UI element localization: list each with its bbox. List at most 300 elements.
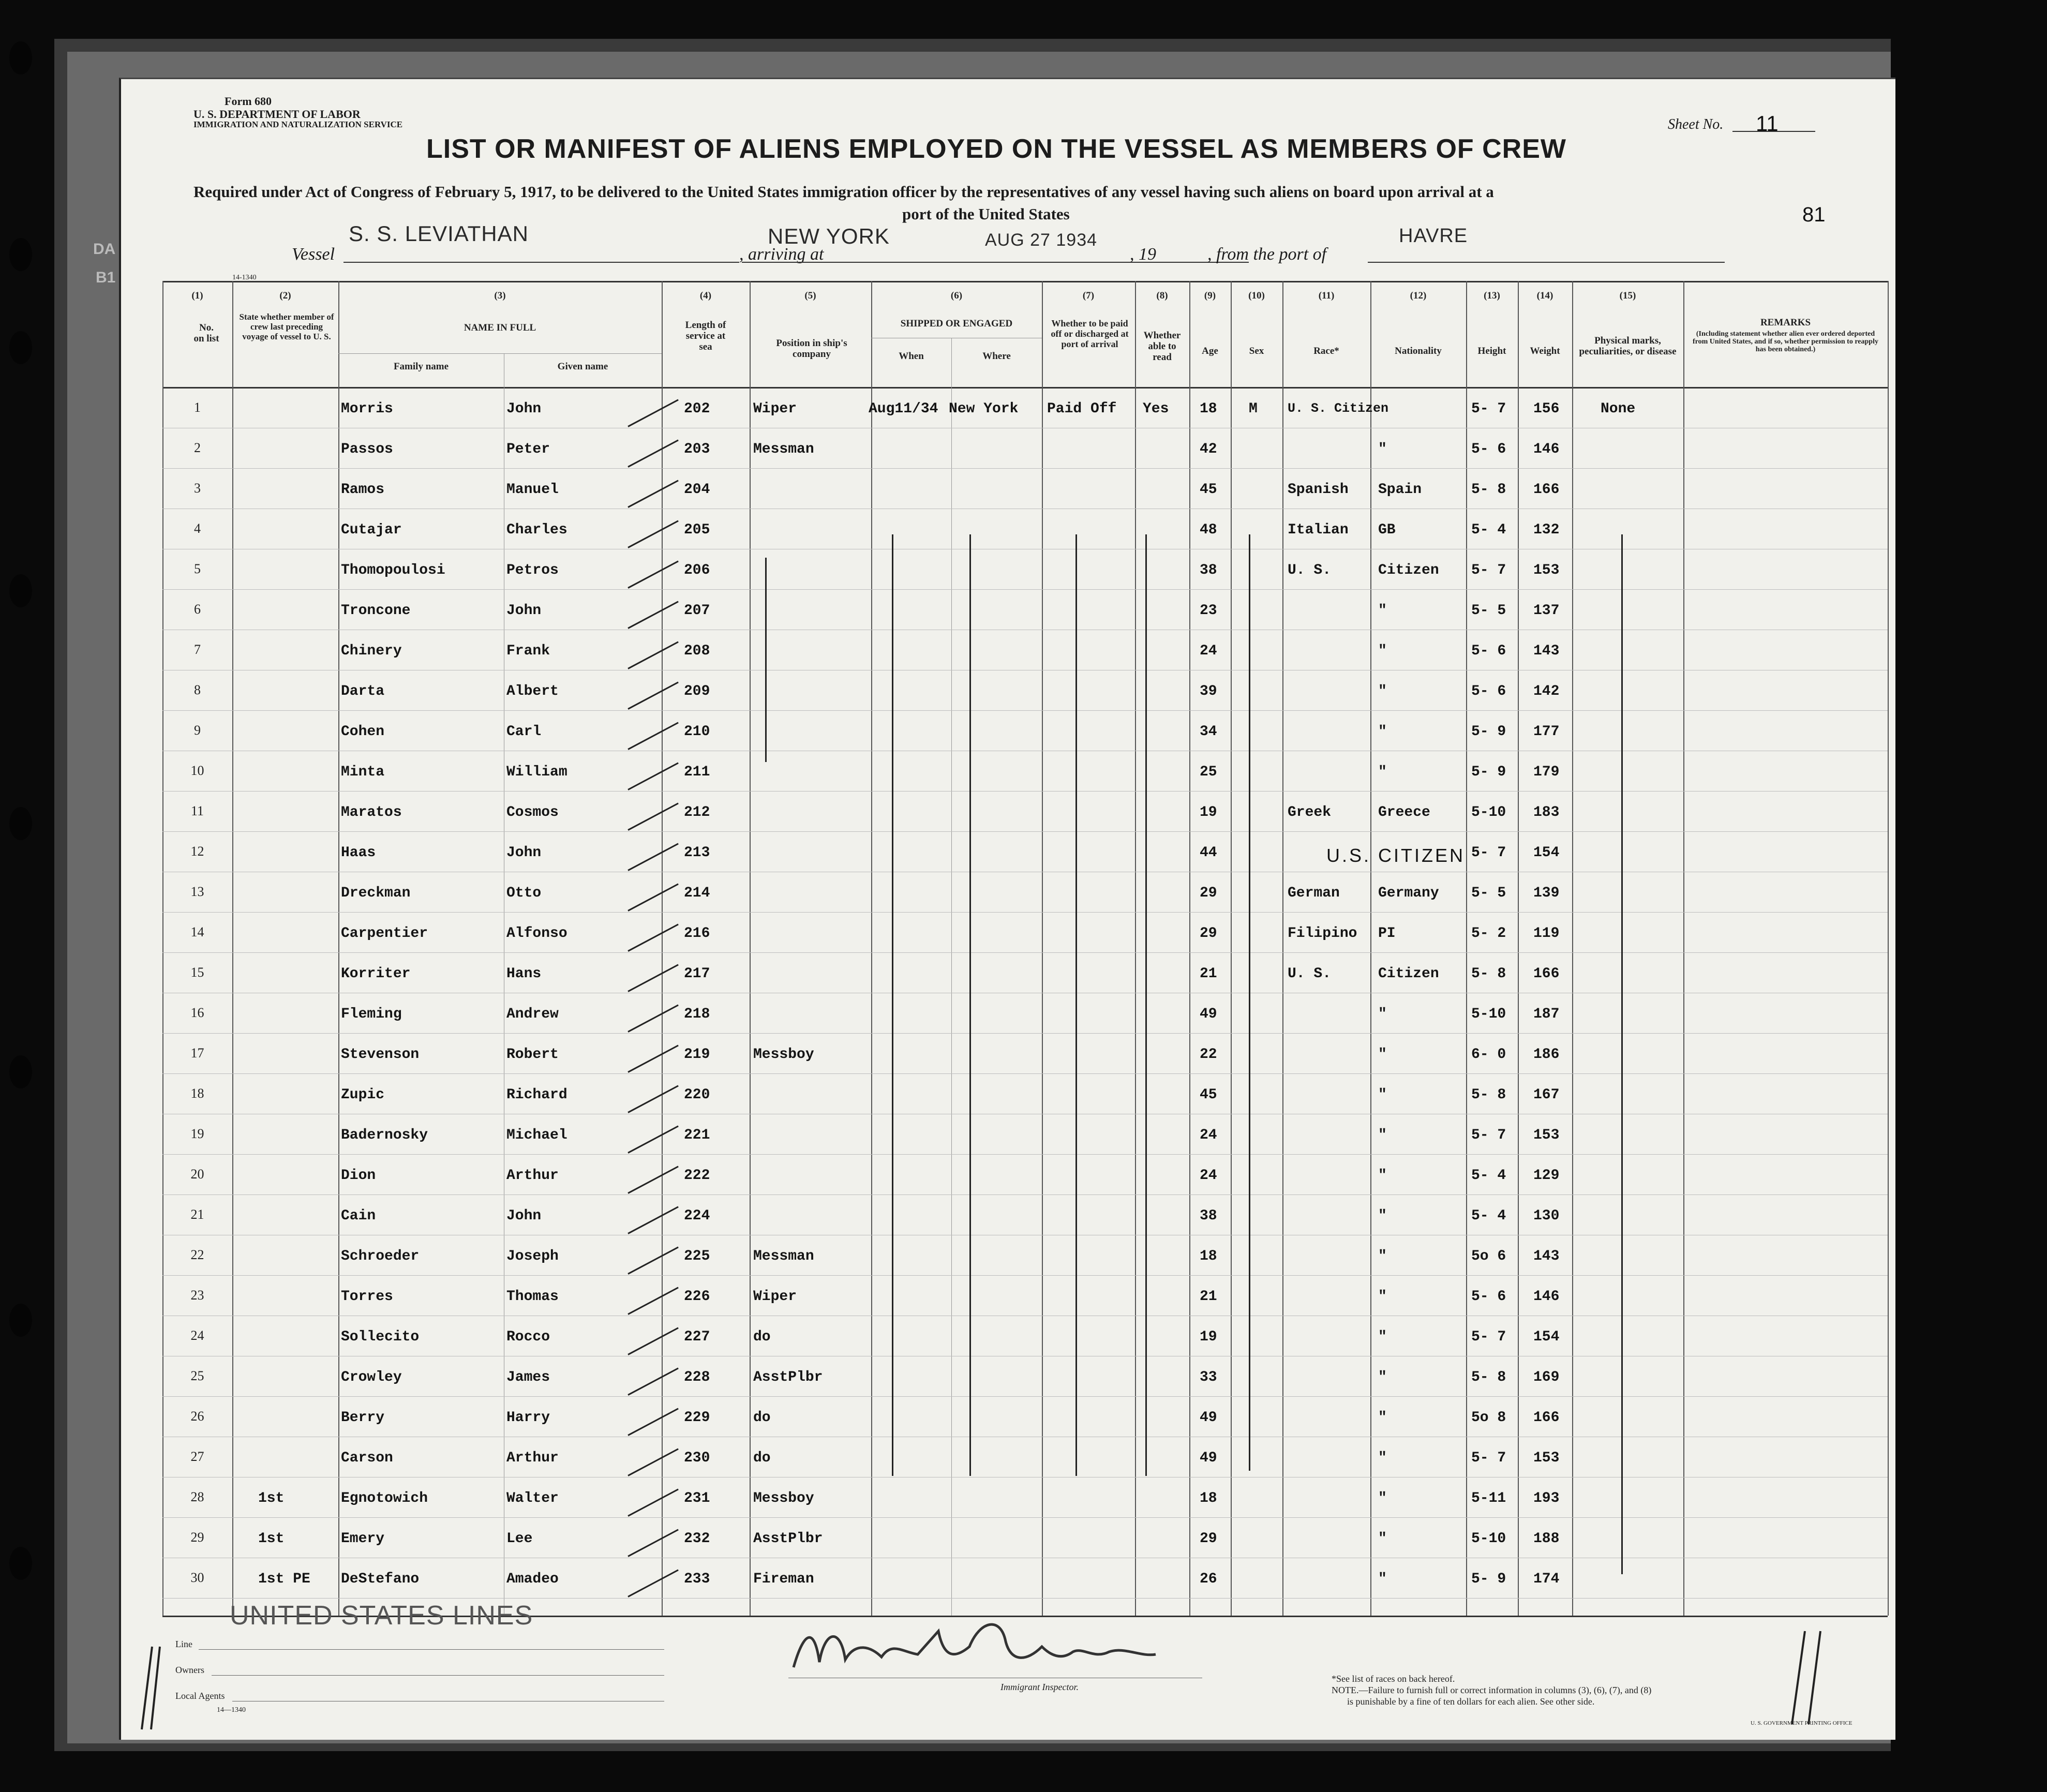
row-number: 6 — [194, 602, 201, 617]
row-service-length: 231 — [684, 1490, 710, 1506]
document-title: LIST OR MANIFEST OF ALIENS EMPLOYED ON THE VESSEL AS MEMBERS OF CREW — [426, 134, 1566, 164]
row-nationality: PI — [1378, 925, 1396, 942]
requirement-line-2: port of the United States — [902, 205, 1070, 223]
check-mark — [627, 1489, 679, 1517]
row-race: Italian — [1288, 522, 1349, 538]
row-family-name: Crowley — [341, 1369, 402, 1385]
row-number: 25 — [190, 1368, 204, 1383]
ditto-sex — [1249, 534, 1250, 1471]
row-family-name: Stevenson — [341, 1047, 420, 1063]
check-mark — [627, 561, 679, 589]
row-weight: 188 — [1533, 1531, 1560, 1547]
row-rule — [162, 589, 1888, 590]
col6-header: SHIPPED OR ENGAGED — [900, 318, 1013, 329]
row-age: 29 — [1200, 885, 1217, 901]
row-position: AsstPlbr — [753, 1531, 823, 1547]
row-number: 2 — [194, 440, 201, 455]
check-mark — [627, 884, 679, 912]
col-divider — [1135, 281, 1136, 1616]
row-height: 5- 7 — [1471, 562, 1506, 578]
row-weight: 153 — [1533, 562, 1560, 578]
row-family-name: Thomopoulosi — [341, 562, 445, 578]
row-rule — [162, 1598, 1888, 1599]
row-weight: 119 — [1533, 925, 1560, 942]
row-age: 21 — [1200, 966, 1217, 982]
check-mark — [627, 1529, 679, 1557]
year-label: , 19 — [1130, 245, 1156, 264]
row-physical-marks: None — [1601, 401, 1636, 417]
row-number: 20 — [190, 1167, 204, 1182]
binder-hole — [9, 807, 32, 840]
row-family-name: Torres — [341, 1289, 393, 1305]
row-nationality: " — [1378, 1006, 1387, 1022]
row-nationality: " — [1378, 683, 1387, 699]
row-weight: 154 — [1533, 1329, 1560, 1345]
row-age: 45 — [1200, 482, 1217, 498]
row-age: 45 — [1200, 1087, 1217, 1103]
row-number: 12 — [190, 844, 204, 859]
row-service-length: 224 — [684, 1208, 710, 1224]
row-age: 33 — [1200, 1369, 1217, 1385]
row-nationality: " — [1378, 1329, 1387, 1345]
row-age: 42 — [1200, 441, 1217, 457]
row-service-length: 219 — [684, 1047, 710, 1063]
check-mark — [627, 1166, 679, 1194]
row-height: 5- 4 — [1471, 1208, 1506, 1224]
row-race: U. S. — [1288, 966, 1332, 982]
row-age: 39 — [1200, 683, 1217, 699]
col6-number: (6) — [950, 290, 963, 301]
row-number: 11 — [190, 803, 204, 818]
row-age: 22 — [1200, 1047, 1217, 1063]
col-divider — [1370, 281, 1371, 1616]
col-divider — [338, 281, 339, 1616]
col7-number: (7) — [1082, 290, 1095, 301]
check-mark — [627, 803, 679, 831]
row-height: 5- 5 — [1471, 603, 1506, 619]
row-family-name: Korriter — [341, 966, 411, 982]
col10-header: Sex — [1249, 346, 1264, 356]
row-height: 5- 5 — [1471, 885, 1506, 901]
row-nationality: " — [1378, 643, 1387, 659]
row-given-name: Alfonso — [506, 925, 567, 942]
row-family-name: Zupic — [341, 1087, 385, 1103]
col8-header: Whether able to read — [1143, 330, 1181, 363]
col-divider — [1572, 281, 1573, 1616]
col9-number: (9) — [1204, 290, 1216, 301]
sheet-label: Sheet No. — [1668, 116, 1724, 132]
row-service-length: 226 — [684, 1289, 710, 1305]
row-number: 1 — [194, 400, 201, 415]
line-label: Line — [175, 1639, 192, 1649]
row-family-name: Badernosky — [341, 1127, 428, 1143]
row-height: 5- 8 — [1471, 482, 1506, 498]
vessel-underline — [343, 262, 739, 263]
row-position: Messboy — [753, 1490, 814, 1506]
row-nationality: " — [1378, 764, 1387, 780]
row-number: 28 — [190, 1489, 204, 1504]
row-rule — [162, 1396, 1888, 1397]
row-service-length: 225 — [684, 1248, 710, 1264]
row-height: 5- 8 — [1471, 1369, 1506, 1385]
row-nationality: Spain — [1378, 482, 1422, 498]
row-age: 21 — [1200, 1289, 1217, 1305]
row-nationality: Citizen — [1378, 562, 1439, 578]
row-height: 5o 6 — [1471, 1248, 1506, 1264]
check-mark — [627, 1408, 679, 1436]
row-family-name: Cain — [341, 1208, 376, 1224]
row-number: 19 — [190, 1126, 204, 1141]
row-paid-off: Paid Off — [1047, 401, 1117, 417]
row-age: 38 — [1200, 1208, 1217, 1224]
row-service-length: 229 — [684, 1410, 710, 1426]
row-weight: 153 — [1533, 1127, 1560, 1143]
col15-number: (15) — [1619, 290, 1636, 301]
row-weight: 177 — [1533, 724, 1560, 740]
row-age: 49 — [1200, 1450, 1217, 1466]
row-nationality: " — [1378, 1369, 1387, 1385]
row-height: 5- 6 — [1471, 1289, 1506, 1305]
col2-number: (2) — [279, 290, 291, 301]
row-height: 5- 7 — [1471, 845, 1506, 861]
row-nationality: " — [1378, 1410, 1387, 1426]
row-position: do — [753, 1450, 771, 1466]
check-mark — [627, 682, 679, 710]
row-service-length: 222 — [684, 1168, 710, 1184]
row-weight: 183 — [1533, 804, 1560, 820]
row-race: Greek — [1288, 804, 1332, 820]
col-divider — [951, 338, 952, 1616]
row-age: 49 — [1200, 1006, 1217, 1022]
row-rule — [162, 468, 1888, 469]
col15-header: Physical marks, peculiarities, or disease — [1579, 335, 1677, 357]
fine-note: is punishable by a fine of ten dollars for each alien. See other side. — [1347, 1696, 1595, 1707]
row-weight: 142 — [1533, 683, 1560, 699]
row-service-length: 212 — [684, 804, 710, 820]
ditto-where — [969, 534, 971, 1476]
row-given-name: William — [506, 764, 567, 780]
row-service-length: 210 — [684, 724, 710, 740]
row-weight: 143 — [1533, 1248, 1560, 1264]
col2-header: State whether member of crew last preceding voyage of vessel to U. S. — [239, 312, 334, 341]
check-mark — [627, 1368, 679, 1396]
row-position: Fireman — [753, 1571, 814, 1587]
row-number: 16 — [190, 1005, 204, 1020]
row-nationality: " — [1378, 1450, 1387, 1466]
row-service-length: 230 — [684, 1450, 710, 1466]
check-mark — [627, 924, 679, 952]
row-family-name: Dreckman — [341, 885, 411, 901]
col-divider — [1518, 281, 1519, 1616]
row-given-name: Richard — [506, 1087, 567, 1103]
row-rule — [162, 952, 1888, 953]
row-given-name: Hans — [506, 966, 542, 982]
row-given-name: Petros — [506, 562, 559, 578]
row-height: 5- 8 — [1471, 966, 1506, 982]
row-weight: 166 — [1533, 966, 1560, 982]
ditto-read — [1145, 534, 1147, 1476]
sheet-number: 11 — [1756, 111, 1779, 136]
row-nationality: " — [1378, 1248, 1387, 1264]
row-given-name: Harry — [506, 1410, 550, 1426]
row-weight: 174 — [1533, 1571, 1560, 1587]
row-number: 26 — [190, 1409, 204, 1424]
row-nationality: " — [1378, 1168, 1387, 1184]
row-nationality: " — [1378, 724, 1387, 740]
row-prev-voyage: 1st — [258, 1490, 285, 1506]
row-given-name: Arthur — [506, 1450, 559, 1466]
row-family-name: Troncone — [341, 603, 411, 619]
row-weight: 154 — [1533, 845, 1560, 861]
row-race: U.S. CITIZEN — [1326, 845, 1466, 866]
col6-when-header: When — [899, 351, 924, 362]
row-height: 5- 7 — [1471, 1329, 1506, 1345]
row-given-name: Robert — [506, 1047, 559, 1063]
check-mark — [627, 763, 679, 790]
row-height: 5- 4 — [1471, 522, 1506, 538]
row-age: 25 — [1200, 764, 1217, 780]
margin-slash-marks-left — [131, 1641, 162, 1735]
agents-label: Local Agents — [175, 1691, 225, 1701]
row-rule — [162, 710, 1888, 711]
margin-text-top: DA — [93, 241, 116, 258]
row-shipped-when: Aug11/34 — [869, 401, 938, 417]
row-given-name: Frank — [506, 643, 550, 659]
margin-text-bottom: B1 — [96, 269, 116, 286]
row-age: 24 — [1200, 1127, 1217, 1143]
departure-underline — [1368, 262, 1725, 263]
row-service-length: 233 — [684, 1571, 710, 1587]
row-number: 29 — [190, 1530, 204, 1545]
row-weight: 139 — [1533, 885, 1560, 901]
row-age: 18 — [1200, 401, 1217, 417]
row-nationality: " — [1378, 1127, 1387, 1143]
row-service-length: 214 — [684, 885, 710, 901]
row-weight: 167 — [1533, 1087, 1560, 1103]
row-nationality: " — [1378, 1087, 1387, 1103]
col-divider — [232, 281, 233, 1616]
row-family-name: Haas — [341, 845, 376, 861]
row-number: 9 — [194, 723, 201, 738]
check-mark — [627, 722, 679, 750]
row-height: 5- 9 — [1471, 724, 1506, 740]
row-nationality: " — [1378, 1531, 1387, 1547]
row-service-length: 220 — [684, 1087, 710, 1103]
col-divider — [1466, 281, 1467, 1616]
col5-number: (5) — [804, 290, 816, 301]
row-age: 26 — [1200, 1571, 1217, 1587]
check-mark — [627, 641, 679, 669]
margin-slash-marks-right — [1782, 1626, 1828, 1729]
col-divider — [871, 281, 872, 1616]
row-family-name: Dion — [341, 1168, 376, 1184]
row-family-name: DeStefano — [341, 1571, 420, 1587]
row-number: 22 — [190, 1247, 204, 1262]
row-given-name: John — [506, 845, 542, 861]
row-number: 24 — [190, 1328, 204, 1343]
row-race: U. S. Citizen — [1288, 401, 1389, 416]
row-family-name: Schroeder — [341, 1248, 420, 1264]
row-number: 14 — [190, 924, 204, 939]
row-age: 24 — [1200, 1168, 1217, 1184]
races-note: *See list of races on back hereof. — [1332, 1674, 1455, 1684]
row-given-name: Walter — [506, 1490, 559, 1506]
failure-note: NOTE.—Failure to furnish full or correct information in columns (3), (6), (7), and (8) — [1332, 1685, 1652, 1695]
row-rule — [162, 1073, 1888, 1074]
binder-hole — [9, 238, 32, 271]
row-prev-voyage: 1st — [258, 1531, 285, 1547]
line-underline — [199, 1649, 664, 1650]
row-position: Wiper — [753, 401, 797, 417]
row-rule — [162, 1154, 1888, 1155]
row-service-length: 207 — [684, 603, 710, 619]
row-rule — [162, 831, 1888, 832]
col14-header: Weight — [1530, 346, 1560, 356]
row-family-name: Egnotowich — [341, 1490, 428, 1506]
row-height: 5- 6 — [1471, 643, 1506, 659]
owners-label: Owners — [175, 1665, 204, 1675]
row-age: 29 — [1200, 925, 1217, 942]
col5-header: Position in ship's company — [776, 338, 847, 360]
row-family-name: Ramos — [341, 482, 385, 498]
row-number: 8 — [194, 682, 201, 697]
row-number: 13 — [190, 884, 204, 899]
remarks-subheader: (Including statement whether alien ever ordered deported from United States, and if so, whether permission to reapply has been obtained.) — [1693, 330, 1878, 353]
row-weight: 153 — [1533, 1450, 1560, 1466]
col12-header: Nationality — [1395, 346, 1442, 356]
check-mark — [627, 520, 679, 548]
row-given-name: John — [506, 603, 542, 619]
row-family-name: Emery — [341, 1531, 385, 1547]
row-given-name: Andrew — [506, 1006, 559, 1022]
row-number: 21 — [190, 1207, 204, 1222]
row-rule — [162, 912, 1888, 913]
row-given-name: John — [506, 401, 542, 417]
row-family-name: Carson — [341, 1450, 393, 1466]
row-nationality: Germany — [1378, 885, 1439, 901]
col-divider — [1888, 281, 1889, 1616]
remarks-header: REMARKS — [1760, 317, 1811, 328]
row-height: 5- 2 — [1471, 925, 1506, 942]
row-service-length: 221 — [684, 1127, 710, 1143]
row-family-name: Cutajar — [341, 522, 402, 538]
col11-header: Race* — [1313, 346, 1339, 356]
row-height: 6- 0 — [1471, 1047, 1506, 1063]
row-number: 10 — [190, 763, 204, 778]
row-weight: 187 — [1533, 1006, 1560, 1022]
ditto-position — [765, 558, 767, 762]
row-service-length: 228 — [684, 1369, 710, 1385]
col1-header: No. on list — [193, 322, 219, 344]
col12-number: (12) — [1410, 290, 1427, 301]
row-age: 44 — [1200, 845, 1217, 861]
row-age: 49 — [1200, 1410, 1217, 1426]
vessel-label: Vessel — [292, 245, 335, 264]
row-given-name: Michael — [506, 1127, 567, 1143]
row-service-length: 211 — [684, 764, 710, 780]
row-given-name: Thomas — [506, 1289, 559, 1305]
row-nationality: " — [1378, 603, 1387, 619]
row-height: 5- 9 — [1471, 1571, 1506, 1587]
printer-note: U. S. GOVERNMENT PRINTING OFFICE — [1751, 1720, 1852, 1726]
col-divider — [750, 281, 751, 1616]
row-weight: 130 — [1533, 1208, 1560, 1224]
inspector-label: Immigrant Inspector. — [1000, 1682, 1079, 1692]
row-height: 5- 7 — [1471, 1127, 1506, 1143]
row-nationality: " — [1378, 1047, 1387, 1063]
col11-number: (11) — [1318, 290, 1335, 301]
row-family-name: Sollecito — [341, 1329, 420, 1345]
row-race: U. S. — [1288, 562, 1332, 578]
check-mark — [627, 1287, 679, 1315]
binder-hole — [9, 1055, 32, 1088]
row-weight: 129 — [1533, 1168, 1560, 1184]
check-mark — [627, 480, 679, 508]
row-position: Messboy — [753, 1047, 814, 1063]
check-mark — [627, 1448, 679, 1476]
row-family-name: Maratos — [341, 804, 402, 820]
row-family-name: Minta — [341, 764, 385, 780]
row-nationality: " — [1378, 1490, 1387, 1506]
row-number: 7 — [194, 642, 201, 657]
vessel-name: S. S. LEVIATHAN — [349, 221, 529, 246]
row-height: 5-10 — [1471, 1531, 1506, 1547]
row-rule — [162, 1275, 1888, 1276]
row-service-length: 209 — [684, 683, 710, 699]
row-sex: M — [1249, 401, 1258, 417]
binder-hole — [9, 1547, 32, 1580]
row-weight: 186 — [1533, 1047, 1560, 1063]
row-family-name: Darta — [341, 683, 385, 699]
row-service-length: 227 — [684, 1329, 710, 1345]
col1-number: (1) — [191, 290, 203, 301]
row-height: 5-11 — [1471, 1490, 1506, 1506]
col4-number: (4) — [699, 290, 712, 301]
year-underline — [1171, 262, 1202, 263]
row-given-name: Joseph — [506, 1248, 559, 1264]
row-service-length: 204 — [684, 482, 710, 498]
check-mark — [627, 843, 679, 871]
row-nationality: " — [1378, 1289, 1387, 1305]
ditto-paid — [1075, 534, 1077, 1476]
row-service-length: 205 — [684, 522, 710, 538]
row-given-name: Peter — [506, 441, 550, 457]
row-given-name: James — [506, 1369, 550, 1385]
col4-header: Length of service at sea — [685, 320, 726, 352]
check-mark — [627, 1126, 679, 1154]
row-weight: 193 — [1533, 1490, 1560, 1506]
col10-number: (10) — [1248, 290, 1265, 301]
row-given-name: Manuel — [506, 482, 559, 498]
row-nationality: " — [1378, 1208, 1387, 1224]
row-height: 5- 7 — [1471, 1450, 1506, 1466]
row-rule — [162, 791, 1888, 792]
row-position: Wiper — [753, 1289, 797, 1305]
row-number: 23 — [190, 1288, 204, 1303]
row-height: 5-10 — [1471, 1006, 1506, 1022]
row-weight: 156 — [1533, 401, 1560, 417]
row-age: 34 — [1200, 724, 1217, 740]
row-weight: 143 — [1533, 643, 1560, 659]
row-race: Spanish — [1288, 482, 1349, 498]
ditto-marks — [1621, 534, 1623, 1574]
page-number: 81 — [1802, 203, 1826, 226]
row-age: 18 — [1200, 1248, 1217, 1264]
col13-header: Height — [1477, 346, 1506, 356]
row-weight: 146 — [1533, 1289, 1560, 1305]
row-service-length: 232 — [684, 1531, 710, 1547]
row-nationality: " — [1378, 441, 1387, 457]
